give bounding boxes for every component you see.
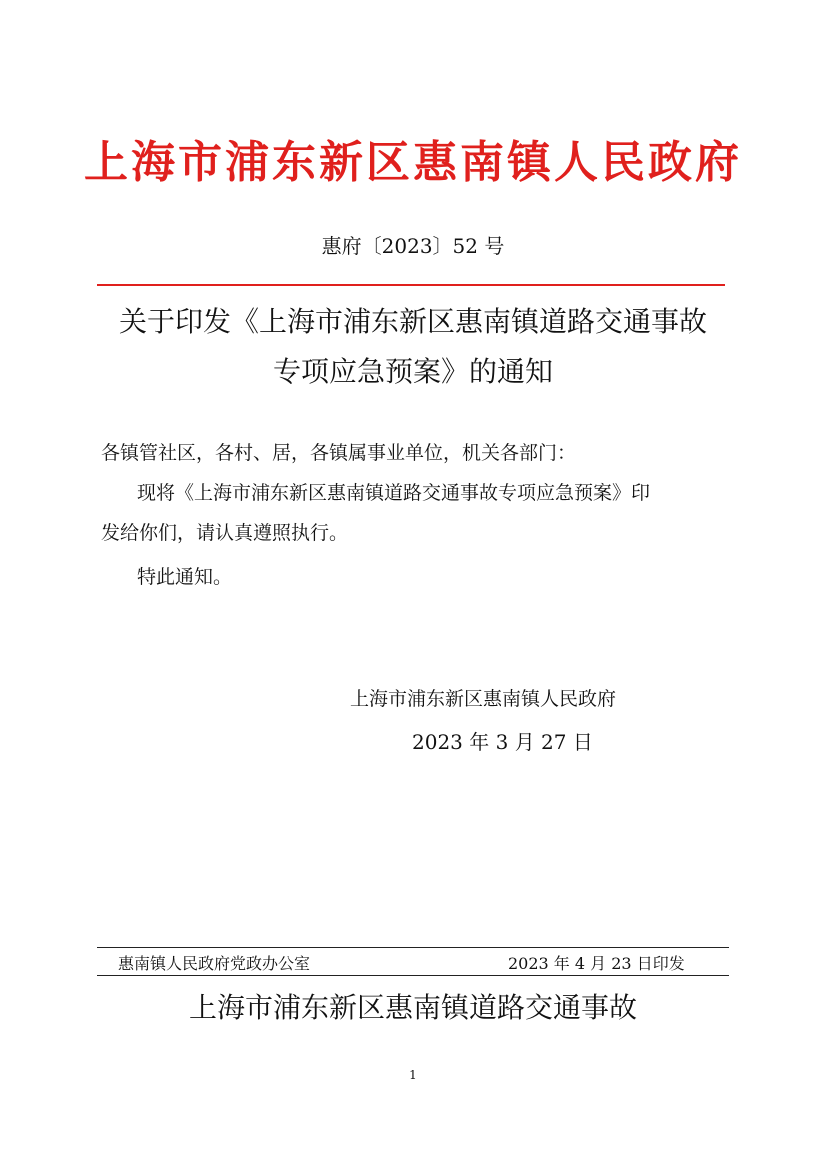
document-title-line-1: 关于印发《上海市浦东新区惠南镇道路交通事故 [118,305,707,338]
body-paragraph-2: 特此通知。 [137,566,233,588]
footer-rule-bottom [97,975,729,976]
salutation: 各镇管社区，各村、居，各镇属事业单位，机关各部门： [101,442,577,464]
red-separator-line [97,284,725,286]
signature-date: 2023 年 3 月 27 日 [412,730,593,754]
document-title-line-2: 专项应急预案》的通知 [272,355,553,388]
footer-rule-top [97,947,729,948]
footer-issuing-office: 惠南镇人民政府党政办公室 [118,954,311,973]
signature-org: 上海市浦东新区惠南镇人民政府 [350,688,617,710]
attachment-title: 上海市浦东新区惠南镇道路交通事故 [188,991,637,1024]
footer-print-date: 2023 年 4 月 23 日印发 [508,954,685,973]
issuing-org-header: 上海市浦东新区惠南镇人民政府 [84,137,742,188]
page-number: 1 [409,1068,417,1082]
document-number: 惠府〔2023〕52 号 [321,234,505,258]
body-paragraph-1-line-1: 现将《上海市浦东新区惠南镇道路交通事故专项应急预案》印 [137,482,651,504]
body-paragraph-1-line-2: 发给你们，请认真遵照执行。 [101,522,349,544]
